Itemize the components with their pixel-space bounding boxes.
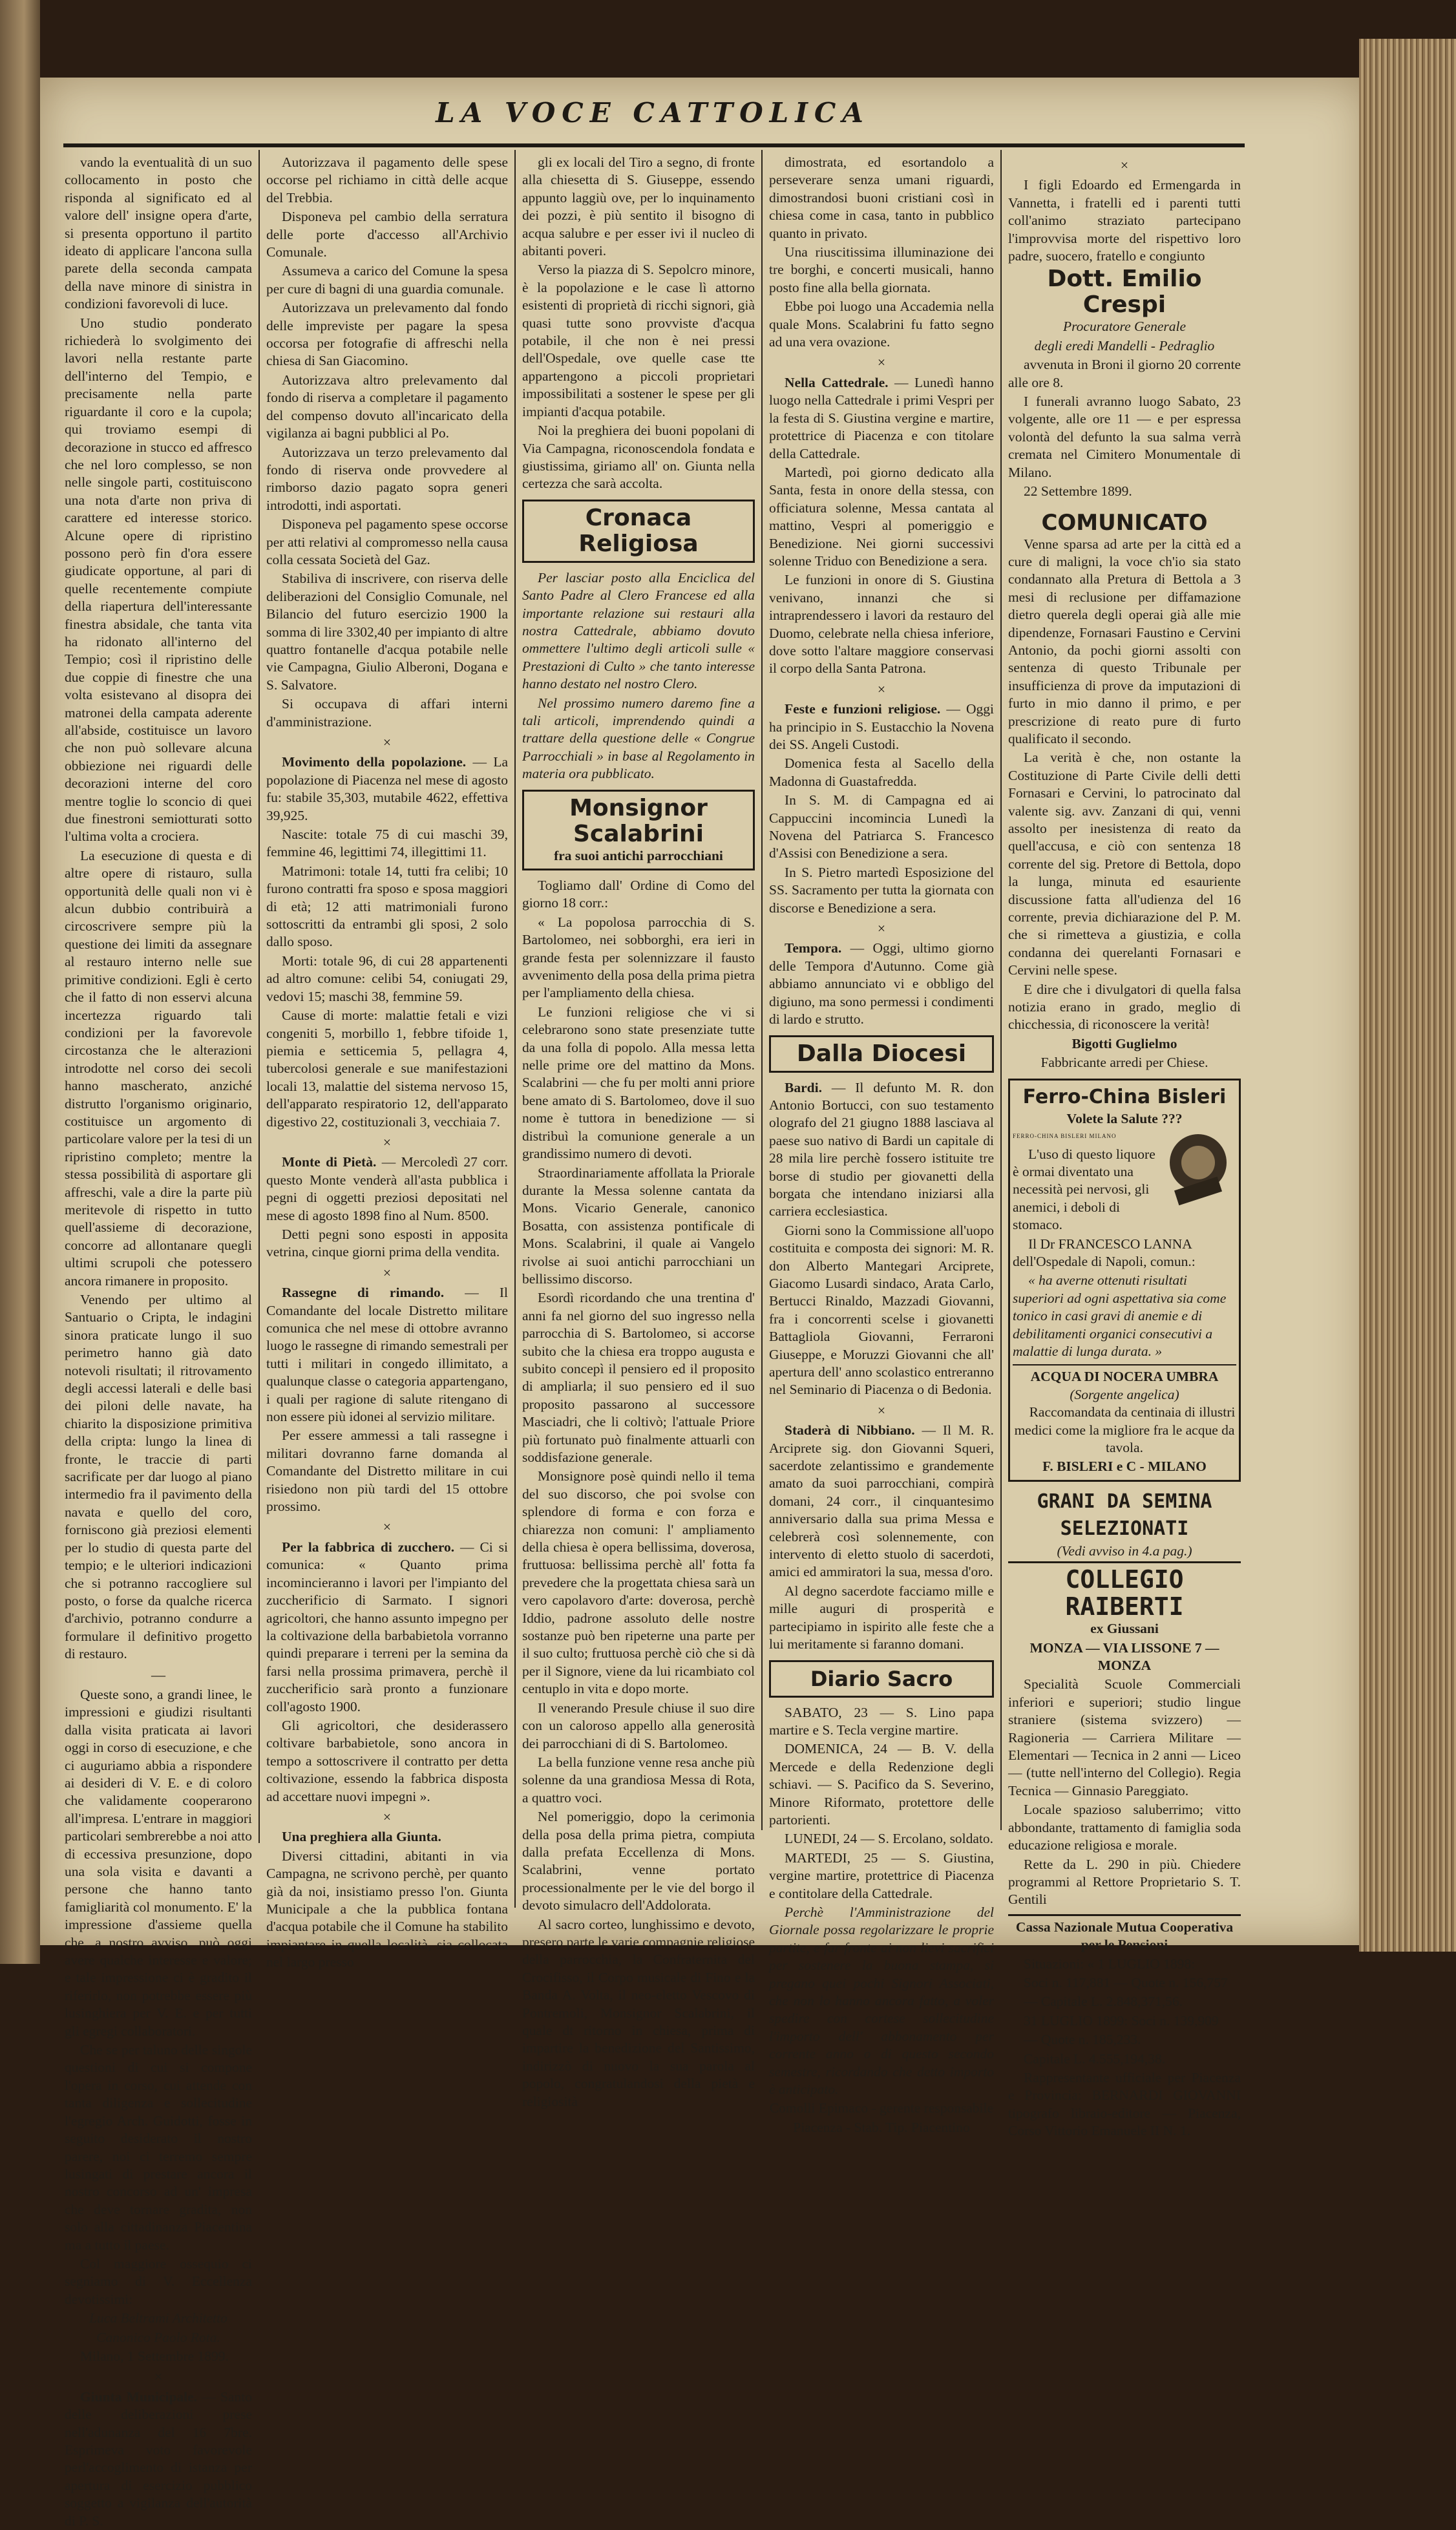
section-heading: Movimento della popolazione. (282, 754, 467, 770)
lion-bottle-illustration (1163, 1130, 1234, 1201)
cross-separator: × (154, 2368, 163, 2385)
paragraph: Straordinariamente affollata la Priorale durante la Messa solenne cantata da Mons. Vicario Generale, canonico Bosatta, con assistenza pontificale di Mons. Scalabrini, il quale ai Vangelo rivolse ai suoi antichi parrocchiani un bellissimo discorso. (522, 1165, 755, 1287)
section-text: — Il M. R. Arciprete sig. don Giovanni Squeri, sacerdote zelantissimo e grandemente amato da suoi parrocchiani, compirà domani, 24 corr., il cinquantesimo anniversario dalla sua prima Messa e celebrerà così solennemente, con intervento di eletto stuolo di sacerdoti, amici ed ammiratori la sua, messa d'oro. (769, 1422, 994, 1580)
diary-entry: LUNEDI, 24 — S. Ercolano, soldato. (785, 1831, 994, 1847)
paragraph: La esecuzione di questa e di altre opere di ristauro, sulla opportunità delle quali non vi è alcun dubbio contribuirà a circoscrivere sempre più la questione dei limiti da assegnare al restauro interno nelle sue primitive condizioni. Egli è certo che il fatto di non esservi alcuna incertezza riguardo tali condizioni per la favorevole circostanza che le alterazioni introdotte nel corso dei secoli hanno mascherato, anziché distrutto l'organismo originario, costituisce un argomento di particolare valore per la tesi di un ripristino completo; mentre la stessa possibilità di asportare gli affreschi, vale a dire la parte più meritevole di rispetto in tutto quell'assieme di decorazione, concorre ad allontanare quegli ultimi scrupoli che potessero ancora rimanere in proposito. (65, 847, 252, 1289)
paragraph: Per essere ammessi a tali rassegne i militari dovranno farne domanda al Comandante del Distretto militare in cui risiedono non più tardi del 15 ottobre prossimo. (266, 1428, 508, 1515)
paragraph: Disponeva pel pagamento spese occorse per atti relativi al compromesso nella causa colla cessata Società del Gaz. (266, 516, 508, 567)
paragraph: Autorizzava un prelevamento dal fondo delle impreviste per pagare la spesa occorsa per fotografie di affreschi nella chiesa di San Giacomino. (266, 300, 508, 369)
cross-separator: × (383, 1519, 392, 1535)
comunicato-signature: Bigotti Guglielmo (1071, 1035, 1177, 1051)
administration-notice: Perchè l'Amministrazione del Giornale possa regolarizzare le proprie partite, e far fronte ai non lievi sacrifici per sostenere la buona stampa, si pregano quei pochi Signori Associati, che non lo hanno ancora fatto, a voler spedire con cortese sollecitudine l'importo dell' abbonamento per corrente anno o di questo secondo semestre, ricordando che detto importo è anticipato. (769, 1904, 994, 2098)
cassa-row: 31 LUGLIO 1899: Soci n. 139,909 (1024, 2012, 1219, 2029)
column-divider (761, 150, 763, 1830)
section-heading: Giunta Municipale. (80, 2388, 198, 2405)
paragraph: Venendo per ultimo al Santuario o Cripta, le indagini sinora praticate lungo il suo perimetro hanno già dato notevoli risultati; il ritrovamento degli accessi laterali e delle basi dei piloni delle navate, ha chiarito la disposizione primitiva della cripta: lungo la linea di fronte, le traccie di parti sacrificate per dar luogo al piano intermedio fra il pavimento della navata e quello del coro, forniscono già preziosi elementi per lo studio di questa parte del tempio; e le ulteriori indicazioni che si potranno raccogliere sul posto, o forse da qualche ricerca d'archivio, potranno condurre a formulare il definitivo progetto di restauro. (65, 1292, 252, 1662)
column-divider (514, 150, 516, 1908)
paragraph: dimostrata, ed esortandolo a perseverare senza umani riguardi, dimostrandosi buoni cristiani così in chiesa come in casa, tanto in pubblico quanto in privato. (769, 154, 994, 241)
paragraph: Monsignore posè quindi nello il tema del suo discorso, che poi svolse con splendore di forma e con forza e chiarezza non comuni: l' ampliamento della chiesa è opera bellissima, doverosa, fruttuosa: bellissima perchè all' fotta fa prevedere che la progettata chiesa sarà un vero capolavoro d'arte: doverosa, perchè Iddio, padrone assoluto delle nostre sostanze può ben ripeterne una parte per il suo culto; fruttuosa perchè ciò che si dà per il Signore, viene da lui ricambiato col centuplo in vita e dopo morte. (522, 1468, 755, 1697)
cross-separator: × (383, 1133, 392, 1150)
dateline: Milano, 1 Settembre 1899. (80, 2348, 229, 2364)
cassa-heading: Cassa Nazionale Mutua Cooperativa per le Pensioni (1015, 1919, 1234, 1953)
cross-separator: × (877, 920, 886, 937)
collegio-heading: COLLEGIO RAIBERTI (1008, 1561, 1241, 1620)
paragraph: Cause di morte: malattie fetali e vizi congeniti 5, morbillo 1, febbre tifoide 1, piemia e setticemia 5, pellagra 4, tubercolosi generale e sue manifestazioni locali 13, malattie del sistema nervoso 15, dell'apparato respiratorio 12, dell'apparato digestivo 22, costituzionali 3, vecchiaia 7. (266, 1007, 508, 1130)
paragraph: Le funzioni in onore di S. Giustina venivano, innanzi che si intraprendessero i lavori da restauro del Duomo, celebrate nella chiesa inferiore, dove sotto l'altare maggiore conservasi il corpo della Santa Patrona. (769, 572, 994, 677)
section-text: — Mercoledì 27 corr. questo Monte venderà all'asta pubblica i pegni di oggetti preziosi depositati nel mese di agosto 1898 fino al Num. 8500. (266, 1154, 509, 1223)
section-text: — Santo delle deliberazioni prese nell'adunanza del 16 7bre. Esprimeva voto favorevole perl'accoglimento di istanza per apertura di esercizio pubblico soggetto a vigilanza dell'autorità di P. S. (65, 2388, 252, 2529)
cassa-section (1008, 1914, 1241, 2140)
diario-sacro-heading: Diario Sacro (769, 1660, 994, 1698)
paragraph: gli ex locali del Tiro a segno, di fronte alla chiesetta di S. Giuseppe, essendo appunto laggiù ove, per lo inquinamento dei pozzi, è più sentito il bisogno di acqua salubre e per esser ivi il nucleo di abitanti poveri. (522, 154, 755, 259)
section-heading: Monte di Pietà. (282, 1154, 377, 1170)
paragraph: Nel pomeriggio, dopo la cerimonia della posa della prima pietra, compiuta dalla prefata Eccellenza di Mons. Scalabrini, venne portato processionalmente per le vie del borgo il devoto simulacro dell'Addolorata. (522, 1809, 755, 1913)
comunicato-signature: Fabbricante arredi per Chiese. (1040, 1055, 1208, 1071)
paragraph: Verso la piazza di S. Sepolcro minore, è la popolazione e le case lì attorno esistenti di proprietà di ricchi signori, già quasi tutte sono provviste d'acqua potabile, il che non è nei pressi dell'Ospedale, ove quelle case tte appartengono a piccoli proprietari impossibilitati a sostener le spese per gli impianti d'acqua potabile. (522, 262, 755, 419)
paragraph: Che se per taluno delle singole questioni di cui si compone l'opera in corso, cui attende con tanta diligenza e sollecitudine l'egregio Arch. Guidotti, fosse in seguito desiderato il nostro parere, noi ci terremo sempre lusingati di prestare ancora il nostro concorso ad un' impresa che deve tornare gradita, non solo alla cittadinanza Piacentina ma a tutto il paese. (65, 2042, 252, 2253)
paragraph: Domenica festa al Sacello della Madonna di Guastafredda. (769, 755, 994, 789)
section-text: — La popolazione di Piacenza nel mese di agosto fu: stabile 35,303, mutabile 4622, effettiva 39,925. (266, 754, 508, 823)
column-5 (1008, 154, 1241, 2139)
paragraph: I funerali avranno luogo Sabato, 23 volgente, alle ore 11 — e per espressa volontà del defunto la sua salma verrà cremata nel Cimitero Monumentale di Milano. (1008, 394, 1241, 480)
dalla-diocesi-heading: Dalla Diocesi (769, 1035, 994, 1073)
section-heading: Rassegne di rimando. (282, 1285, 445, 1301)
paragraph: Esordì ricordando che una trentina d' anni fa nel giorno del suo ingresso nella parrocchia di S. Bartolomeo, si accorse subito che la chiesa era troppo augusta e subito concepì il pensiero ed il proposito di ampliarla; il suo pensiero ed il suo proposito passarono al successore Masciadri, che li coltivò; l'attuale Priore più fortunato può finalmente attuarli con soddisfazione generale. (522, 1290, 755, 1465)
facing-page-edge (0, 0, 40, 1964)
collegio-address: MONZA — VIA LISSONE 7 — MONZA (1029, 1639, 1219, 1674)
cross-separator: × (877, 1402, 886, 1418)
gerente-line: Comolli Epimaco - gerente responsabile (769, 2100, 994, 2116)
column-3 (522, 154, 755, 2109)
section-heading: Bardi. (785, 1079, 822, 1095)
paragraph: In S. Pietro martedì Esposizione del SS. Sacramento per tutta la giornata con discorse e Benedizione a sera. (769, 864, 994, 916)
cross-separator: × (1120, 157, 1129, 173)
column-4 (769, 154, 995, 2135)
signature: Luca Beltrami Architetto (89, 2310, 227, 2326)
obituary-name: Dott. Emilio Crespi (1047, 266, 1202, 319)
paragraph: In S. M. di Campagna ed ai Cappuccini incomincia Lunedì la Novena del Patriarca S. Francesco d'Assisi con Benedizione a sera. (769, 792, 994, 861)
cassa-row: — Capitale L. 2.848,371,56. (1024, 1994, 1183, 2010)
comunicato-heading: COMUNICATO (1041, 509, 1208, 536)
paragraph: Al sacro corteo, lunghissimo e devoto, presero parte le varie compagnie religiose della parrocchia, la Confraternita del Crocifisso, il Corpo musicale di Fino e la Banda A. Volta, il neo-eletto Vescovo di Pontremoli, Monsignor Scalabrini, il quale dt ritorno in chiesa, prima di impartire la benedizione del Santissimo, indirizzò di nuovo la sua parola al popolo, congratulandosi della pietà e religiosità (522, 1916, 755, 2109)
paragraph: Locale spazioso saluberrimo; vitto abbondante, trattamento di famiglia soda educazione religiosa e morale. (1008, 1802, 1241, 1853)
paragraph: La bella funzione venne resa anche più solenne da una grandiosa Messa di Rota, a quattro voci. (522, 1754, 755, 1806)
grani-subheading: (Vedi avviso in 4.a pag.) (1057, 1543, 1192, 1559)
grani-heading: GRANI DA SEMINA SELEZIONATI (1037, 1490, 1212, 1540)
paragraph: Autorizzava il pagamento delle spese occorse pel richiamo in città delle acque del Trebbia. (266, 154, 508, 206)
paragraph: Martedì, poi giorno dedicato alla Santa, festa in onore della stessa, con officiatura solenne, Messa cantata al mattino, Vespri al pomeriggio e Benedizione. Nei giorni successivi solenne Triduo con Benedizione a sera. (769, 464, 994, 569)
bottle-label: FERRO-CHINA BISLERI MILANO (1013, 1133, 1117, 1140)
paragraph: Nascite: totale 75 di cui maschi 39, femmine 46, legittimi 74, illegittimi 11. (266, 827, 508, 860)
paragraph: Queste sono, a grandi linee, le impressioni e giudizi risultanti dalla visita praticata ai lavori oggi in corso di esecuzione, e che ci auguriamo abbia a rispondere ai desideri di V. E. e di coloro che validamente cooperarono all'impresa. L'entrare in maggiori particolari sembrerebbe a noi atto di eccessiva presunzione, dopo una sola visita e davanti a persone che hanno tanto famigliarità col monumento. E' la impressione d'assieme quella che, a nostro avviso, può oggi avere qualche interesse e valore; e tale impressione ci è gradito il riferirlo, non potrebbe essere più lusinghiera per V. E. e per tutti gli egregi collaboratori. (65, 1686, 252, 2039)
paragraph: E dire che i divulgatori di quella falsa notizia erano in grado, meglio di chicchessia, di riconoscere la verità! (1008, 981, 1241, 1033)
editorial-note: Nel prossimo numero daremo fine a tali articoli, imprendendo quindi a trattare della questione delle « Congrue Parrocchiali » in base al Regolamento in materia ora pubblicato. (522, 695, 755, 782)
paragraph: Giorni sono la Commissione all'uopo costituita e composta dei signori: M. R. don Alberto Mantegari Arciprete, Giacomo Lusardi sindaco, Arata Carlo, Bertucci Rinaldo, Mazzadi Giovanni, fra i concorrenti scelse i giovanetti Battagliola Giovanni, Ferraroni Giuseppe, e Moruzzi Giovanni che all' apertura dell' anno scolastico entreranno nel Seminario di Piacenza o di Bedonia. (769, 1222, 994, 1398)
paragraph: Una riuscitissima illuminazione dei tre borghi, e concerti musicali, hanno posto fine alla bella giornata. (769, 244, 994, 295)
paragraph: Specialità Scuole Commerciali inferiori e superiori; studio lingue straniere (sistema svizzero) — Ragioneria — Carriera Militare — Elementari — Tecnica in 2 anni — Liceo — (tutte nell'interno del Collegio). Regia Tecnica — Ginnasio Pareggiato. (1008, 1676, 1241, 1798)
obituary-date: 22 Settembre 1899. (1024, 483, 1132, 500)
paragraph: Togliamo dall' Ordine di Como del giorno 18 corr.: (522, 878, 755, 911)
section-heading: Per la fabbrica di zucchero. (282, 1539, 455, 1555)
obituary-role: Procuratore Generale (1062, 319, 1187, 335)
cronaca-religiosa-heading: Cronaca Religiosa (522, 500, 755, 563)
cassa-row: Situazioni: « 1 LUGLIO 1898: (1024, 1955, 1196, 1972)
printer-line: Piacenza - Stab. Tip. Piacentino (793, 2119, 970, 2135)
paragraph: Autorizzava altro prelevamento dal fondo di riserva a completare il pagamento del compenso dovuto all'incaricato della vigilanza ai bagni pubblici al Po. (266, 372, 508, 441)
paragraph: Gli agricoltori, che desiderassero coltivare barbabietole, sono ancora in tempo a sottoscrivere il contratto per detta coltivazione, essendo la fabbrica disposta ad accettare nuovi impegni ». (266, 1717, 508, 1804)
section-heading: Tempora. (785, 940, 842, 956)
header-rule (63, 143, 1245, 147)
diary-entry: MARTEDI, 25 — S. Giustina, vergine martire, protettrice di Piacenza e contitolare della Cattedrale. (769, 1850, 994, 1901)
paragraph: Il venerando Presule chiuse il suo dire con un caloroso appello alla generosità dei parrocchiani di di S. Bartolomeo. (522, 1700, 755, 1751)
paragraph: La verità è che, non ostante la Costituzione di Parte Civile delli detti Fornasari e Cervini, lo patrocinato dal valente sig. avv. Zanzani di qui, venni assolto per inesistenza di reato da quell'accusa, e ciò con sentenza 18 corrente del sig. Pretore di Bettola, dopo la lunga, minuta ed esauriente discussione fatta all'udienza del 16 corrente, previa dichiarazione del P. M. che si rimetteva a giustizia, e colla condanna dei querelanti Fornasari e Cervini nelle spese. (1008, 750, 1241, 978)
column-2 (266, 154, 509, 1970)
section-heading: Feste e funzioni religiose. (785, 701, 941, 717)
section-text: — Oggi ha principio in S. Eustacchio la Novena dei SS. Angeli Custodi. (769, 701, 994, 752)
dash-separator: — (151, 1666, 165, 1683)
editorial-note: Per lasciar posto alla Enciclica del Santo Padre al Clero Francese ed alla importante relazione sui restauri alla nostra Cattedrale, abbiamo dovuto ommettere l'ultimo degli articoli sulle « Prestazioni di Culto » che tanto interesse hanno destato nel nostro Clero. (522, 569, 755, 692)
column-divider (1000, 150, 1002, 1830)
cassa-row: Soci n. 117,881 — Quote n. 156,757 (1024, 1974, 1228, 1990)
paragraph: Col maggiore ossequio ci segniamo di V. Eccellenza devotissimi: (65, 2255, 252, 2307)
cross-separator: × (877, 680, 886, 697)
paragraph: Le funzioni religiose che vi si celebrarono sono state presenziate tutte da una folla di popolo. Alla messa letta nelle prime ore del mattino da Mons. Scalabrini — che fu per molti anni priore bene amato di S. Bartolomeo, dove il suo nome è tuttora in benedizione — si distribuì la comunione generale a un grandissimo numero di devoti. (522, 1004, 755, 1162)
paragraph: vando la eventualità di un suo collocamento in posto che risponda al significato ed al valore dell' insigne opera d'arte, si presenta opportuno il partito ideato di applicare l'ancona sulla parete della seconda campata della nave minore di sinistra in condizioni favorevoli di luce. (65, 154, 252, 312)
paragraph: Morti: totale 96, di cui 28 appartenenti ad altro comune: celibi 54, coniugati 29, vedovi 15; maschi 38, femmine 59. (266, 953, 508, 1004)
collegio-subheading: ex Giussani (1090, 1621, 1159, 1637)
paragraph: avvenuta in Broni il giorno 20 corrente alle ore 8. (1008, 357, 1241, 390)
book-page-edges (1359, 39, 1456, 1952)
section-text: — Il defunto M. R. don Antonio Bortucci, con suo testamento olografo del 21 giugno 1888 lasciava al paese suo nativo di Bardi un capitale di 28 mila lire perchè fossero istituite tre borse di studio per giovanetti della borgata che intendano iniziarsi alla carriera ecclesiastica. (769, 1079, 994, 1219)
section-heading: Una preghiera alla Giunta. (282, 1829, 441, 1845)
section-heading: Nella Cattedrale. (785, 374, 889, 390)
obituary-text: I figli Edoardo ed Ermengarda in Vannetta, i fratelli ed i parenti tutti coll'animo straziato partecipano l'improvvisa morte del rispettivo loro padre, suocero, fratello e congiunto (1008, 177, 1241, 264)
paragraph: « La popolosa parrocchia di S. Bartolomeo, nei sobborghi, era ieri in grande festa per solennizzare il fausto avvenimento della posa della prima pietra per l'ampliamento della chiesa. (522, 914, 755, 1001)
column-divider (258, 150, 260, 1843)
cassa-row: — Quote n. 185,233. (1024, 2032, 1141, 2048)
paragraph: Rappresentante ufficiale per Piacenza e Provincia: BERNARDI GIOVANNI tipografo libraio-editore — Piacenza, Corso Vittorio Emanuele II N. 1. (1008, 2069, 1241, 2139)
cross-separator: × (383, 1264, 392, 1281)
signature: Canonico Paolo Rota. (96, 2329, 220, 2345)
section-text: — Ci si comunica: « Quanto prima incomincieranno i lavori per l'impianto del zuccherificio di Sarmato. I signori agricoltori, che hanno assunto impegno per la coltivazione della barbabietola vorranno quindi preparare i terreni per la semina da farsi nella prossima primavera, perchè il zuccherificio sarà pronto a funzionare coll'agosto 1900. (266, 1539, 509, 1714)
cross-separator: × (383, 734, 392, 750)
cassa-row: Capitale L. 4.555,194,38. (1024, 2050, 1166, 2067)
section-text: — Il Comandante del locale Distretto militare comunica che nel mese di ottobre avranno luogo le rassegne di rimando semestrali per tutti i militari in congedo illimitato, a qualunque classe o categoria appartengano, i quali per ragione di salute ritengano di non essere più idonei al servizio militare. (266, 1285, 509, 1425)
paragraph: Autorizzava un terzo prelevamento dal fondo di riserva onde provvedere al rimborso dazio pagato sopra generi introdotti, indi asportati. (266, 444, 508, 513)
paragraph: Noi la preghiera dei buoni popolani di Via Campagna, riconoscendola fondata e giustissima, giriamo all' on. Giunta nella certezza che sarà accolta. (522, 423, 755, 492)
paragraph: Ebbe poi luogo una Accademia nella quale Mons. Scalabrini fu fatto segno ad una vera ovazione. (769, 299, 994, 350)
section-text: — Lunedì hanno luogo nella Cattedrale i primi Vespri per la festa di S. Giustina vergine e martire, protettrice di Piacenza e con titolare della Cattedrale. (769, 374, 994, 461)
section-heading: Staderà di Nibbiano. (785, 1422, 915, 1439)
column-1 (65, 154, 252, 2529)
paragraph: Stabiliva di inscrivere, con riserva delle deliberazioni del Consiglio Comunale, nel Bilancio del futuro esercizio 1900 la somma di lire 3302,40 per impianto di altre quattro fontanelle d'acqua potabile nelle vie Campagna, Giulio Alberoni, Dogana e S. Salvatore. (266, 571, 508, 693)
cross-separator: × (877, 354, 886, 371)
paragraph: Rette da L. 290 in più. Chiedere programmi al Rettore Proprietario S. T. Gentili (1008, 1856, 1241, 1908)
paragraph: Matrimoni: totale 14, tutti fra celibi; 10 furono contratti fra sposo e sposa maggiori di età; 12 atti matrimoniali furono sottoscritti da entrambi gli sposi, 2 solo dallo sposo. (266, 863, 508, 950)
paragraph: Assumeva a carico del Comune la spesa per cure di bagni di una guardia comunale. (266, 263, 508, 297)
diary-entry: SABATO, 23 — S. Lino papa martire e S. Tecla vergine martire. (769, 1704, 994, 1738)
scalabrini-heading: Monsignor Scalabrini fra suoi antichi parrocchiani (522, 790, 755, 870)
ferro-china-advert: Ferro-China Bisleri Volete la Salute ??? FERRO-CHINA BISLERI MILANO L'uso di questo liquore è ormai diventato una necessità pei nervosi, gli anemici, i deboli di stomaco. Il Dr FRANCESCO LANNA dell'Ospedale di Napoli, comun.: « ha averne ottenuti risultati superiori ad ogni aspettativa sia come tonico in casi gravi di anemie e di debilitamenti organici consecutivi a malattie di lunga durata. » ACQUA DI NOCERA UMBRA (Sorgente angelica) Raccomandata da centinaia di illustri medici come la migliore fra le acque da tavola. F. BISLERI e C - MILANO (1008, 1079, 1241, 1482)
paragraph: Disponeva pel cambio della serratura delle porte d'accesso all'Archivio Comunale. (266, 209, 508, 260)
obituary-role: degli eredi Mandelli - Pedraglio (1034, 337, 1215, 353)
paragraph: Si occupava di affari interni d'amministrazione. (266, 696, 508, 730)
section-text: — Oggi, ultimo giorno delle Tempora d'Autunno. Come già abbiamo annunciato vi e obbligo del digiuno, ma sono permessi i condimenti di lardo e strutto. (769, 940, 995, 1028)
cross-separator: × (383, 1808, 392, 1825)
diary-entry: DOMENICA, 24 — B. V. della Mercede e della Redenzione degli schiavi. — S. Pacifico da S. Severino, Minore Riformato, protettore delle partorienti. (769, 1741, 994, 1828)
paragraph: Detti pegni sono esposti in apposita vetrina, cinque giorni prima della vendita. (266, 1226, 508, 1260)
paragraph: Al degno sacerdote facciamo mille e mille auguri di prosperità e partecipiamo in ispirito alle feste che a lui meritamente si faranno domani. (769, 1583, 994, 1652)
paragraph: Diversi cittadini, abitanti in via Campagna, ne scrivono perchè, per quanto già da noi, insistiamo presso l'on. Giunta Municipale a che la pubblica fontana d'acqua potabile che il Comune ha stabilito impiantare in quella località, sia collocata nel largo presso (266, 1848, 508, 1970)
paragraph: Venne sparsa ad arte per la città ed a cure di maligni, la voce ch'io sia stato condannato alla Pretura di Bettola a 3 mesi di reclusione per diffamazione dietro querela degli operai già alle mie dipendenze, Fornasari Faustino e Cervini Antonio, da pochi giorni assolti con sentenza di questo Tribunale per insufficienza di prove da imputazioni di furto in mio danno il primo, e per prescrizione di reato pure di furto qualificato il secondo. (1008, 536, 1241, 746)
paragraph: Uno studio ponderato richiederà lo svolgimento dei lavori nella restante parte dell'interno del Tempio, e precisamente nella parte riguardante il coro e la cupola; qui troviamo esempi di decorazione in stucco ed affresco che nel loro complesso, se non nelle singole parti, costituiscono una nota d'arte non priva di carattere ed interesse storico. Alcune opere di ripristino possono però fin d'ora essere giudicate opportune, al pari di quelle recentemente compiute della riapertura dell'interessante finestra absidale, che tanta vita ha ridonato all'interno del Tempio; così il ripristino delle due coppie di finestre che una volta esistevano al disopra dei matronei della campata aderente all'abside, costituisce un lavoro che non può sollevare alcuna obbiezione nei riguardi delle decorazioni interne del coro mentre toglie lo sconcio di quei due finestroni semiotturati sotto l'ultima volta a crociera. (65, 315, 252, 845)
masthead: LA VOCE CATTOLICA (436, 97, 870, 129)
